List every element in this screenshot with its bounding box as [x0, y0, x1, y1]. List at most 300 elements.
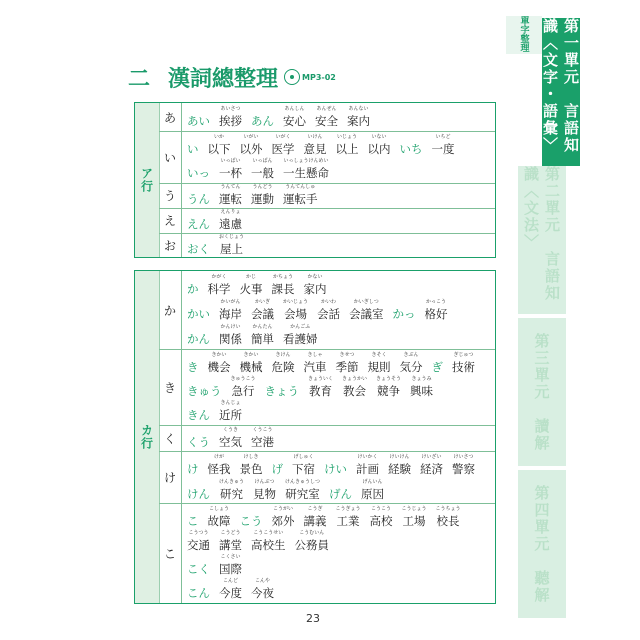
vocab-word	[304, 273, 327, 297]
word-text: 今度	[219, 586, 242, 600]
furigana: けいけん	[389, 454, 410, 460]
vocab-word	[219, 553, 242, 577]
word-text: いっ	[187, 166, 210, 180]
word-line	[187, 375, 491, 399]
vocab-word	[251, 577, 274, 601]
tab-unit-3[interactable]	[518, 318, 566, 466]
word-text: 以下	[207, 142, 231, 156]
word-text: げ	[271, 462, 283, 476]
furigana: えんりょ	[220, 209, 241, 215]
word-text: 運動	[251, 192, 274, 206]
word-text: 研究	[220, 487, 243, 501]
word-text: 講堂	[219, 538, 242, 552]
furigana: こんや	[254, 578, 270, 584]
tab-unit-1[interactable]	[542, 18, 580, 166]
vocab-word	[272, 133, 295, 157]
word-text: きょう	[264, 384, 299, 398]
word-line	[187, 183, 491, 207]
furigana: くうき	[222, 427, 238, 433]
word-text: 海岸	[219, 307, 242, 321]
furigana: いか	[213, 134, 224, 140]
word-text: 一般	[251, 166, 274, 180]
furigana: こうじょう	[401, 506, 427, 512]
vocab-word	[432, 133, 455, 157]
word-text: かん	[187, 332, 210, 346]
word-text: 一杯	[219, 166, 242, 180]
word-line	[187, 478, 491, 502]
vocab-word	[251, 426, 274, 450]
word-text: 会議	[251, 307, 274, 321]
furigana: かんけい	[220, 324, 241, 330]
furigana: げしゅく	[293, 454, 314, 460]
word-text: 危険	[271, 360, 295, 374]
word-text: 一度	[431, 142, 455, 156]
row-ki	[159, 349, 495, 426]
kana-prefix-label	[187, 453, 199, 477]
word-text: 関係	[219, 332, 242, 346]
word-text: 挨拶	[219, 114, 242, 128]
vocab-word	[219, 323, 242, 347]
furigana: きせつ	[339, 352, 355, 358]
furigana: きぶん	[403, 352, 419, 358]
row-a	[159, 103, 495, 132]
vocab-word	[295, 529, 330, 553]
furigana: いちど	[435, 134, 451, 140]
tab-unit-4[interactable]	[518, 470, 566, 618]
kana-cell: こ	[159, 503, 182, 603]
vocab-word	[436, 505, 461, 529]
word-text: 公務員	[294, 538, 329, 552]
kana-prefix-label	[187, 505, 199, 529]
word-line	[187, 399, 491, 423]
word-text: けい	[324, 462, 347, 476]
word-text: 以内	[367, 142, 391, 156]
word-text: 急行	[231, 384, 255, 398]
vocab-word	[292, 453, 315, 477]
furigana: いっしょうけんめい	[283, 158, 329, 164]
furigana: こうどう	[220, 530, 241, 536]
page-number: 23	[306, 612, 320, 625]
word-line	[187, 105, 491, 129]
vocab-word	[283, 157, 329, 181]
word-text: 怪我	[207, 462, 231, 476]
word-text: 火事	[239, 282, 263, 296]
vocab-word	[308, 375, 333, 399]
furigana: きょういく	[308, 376, 334, 382]
furigana: あいさつ	[220, 106, 241, 112]
furigana: きょうみ	[411, 376, 432, 382]
kana-cell: え	[159, 208, 182, 233]
row-o	[159, 233, 495, 257]
furigana: こうぎょう	[335, 506, 361, 512]
word-text: 汽車	[303, 360, 327, 374]
vocab-word	[420, 453, 443, 477]
furigana: あんぜん	[316, 106, 337, 112]
word-line	[187, 233, 491, 257]
furigana: うんてん	[220, 184, 241, 190]
word-text: 機会	[207, 360, 231, 374]
vocab-table-ka-row	[134, 270, 496, 604]
word-text: 規則	[367, 360, 391, 374]
row-ke	[159, 451, 495, 504]
furigana: きかい	[243, 352, 259, 358]
word-text: 工業	[336, 514, 360, 528]
kana-prefix-label	[251, 105, 274, 129]
kana-cell: き	[159, 349, 182, 425]
vocab-word	[410, 375, 433, 399]
word-text: 高校	[369, 514, 393, 528]
kana-prefix-label	[329, 478, 352, 502]
kana-prefix-label	[187, 323, 210, 347]
word-text: 気分	[399, 360, 423, 374]
word-text: こう	[239, 514, 263, 528]
furigana: きかい	[211, 352, 227, 358]
group-label-ka-text: カ行	[139, 424, 154, 450]
word-text: 運転手	[283, 192, 318, 206]
kana-prefix-label	[187, 157, 210, 181]
furigana: いけん	[307, 134, 323, 140]
kana-cell: け	[159, 451, 182, 503]
word-line	[187, 529, 491, 553]
vocab-word	[285, 478, 320, 502]
vocab-word	[400, 351, 423, 375]
vocab-word	[240, 273, 263, 297]
row-ka	[159, 271, 495, 350]
vocab-word	[187, 529, 210, 553]
furigana: きょうそう	[376, 376, 402, 382]
word-text: 会場	[284, 307, 307, 321]
word-line	[187, 351, 491, 375]
vocab-word	[219, 399, 242, 423]
section-header	[128, 62, 336, 92]
vocab-word	[208, 453, 231, 477]
word-text: あい	[187, 114, 210, 128]
word-text: 会話	[317, 307, 340, 321]
vocab-word	[283, 298, 308, 322]
word-text: 格好	[424, 307, 448, 321]
word-text: 今夜	[251, 586, 274, 600]
word-text: 下宿	[292, 462, 315, 476]
word-text: 機械	[239, 360, 263, 374]
furigana: こうこうせい	[253, 530, 284, 536]
kana-cell: お	[159, 233, 182, 257]
word-text: 案内	[347, 114, 370, 128]
word-text: 工場	[402, 514, 426, 528]
vocab-word	[208, 273, 231, 297]
kana-prefix-label	[187, 183, 210, 207]
furigana: かんたん	[252, 324, 273, 330]
furigana: きけん	[275, 352, 291, 358]
furigana: いっぱん	[252, 158, 273, 164]
word-text: 家内	[303, 282, 327, 296]
word-text: 技術	[452, 360, 475, 374]
vocab-word	[251, 183, 274, 207]
word-text: 意見	[303, 142, 327, 156]
word-line	[187, 577, 491, 601]
word-text: 安全	[315, 114, 338, 128]
furigana: あんしん	[284, 106, 305, 112]
vocab-word	[425, 298, 448, 322]
tab-unit-2-label: 第二單元 言語知識〈文法〉	[522, 166, 561, 302]
word-text: かっ	[392, 307, 416, 321]
kana-prefix-label	[187, 298, 210, 322]
vocab-word	[349, 298, 384, 322]
word-text: 国際	[219, 562, 242, 576]
furigana: うんてんしゅ	[285, 184, 316, 190]
kana-prefix-label	[240, 505, 263, 529]
word-text: 経験	[388, 462, 411, 476]
furigana: けんぶつ	[254, 479, 275, 485]
word-text: 景色	[239, 462, 263, 476]
furigana: こうつう	[188, 530, 209, 536]
vocab-word	[240, 351, 263, 375]
furigana: こくさい	[220, 554, 241, 560]
word-text: 空港	[251, 435, 274, 449]
furigana: きょうかい	[342, 376, 368, 382]
word-line	[187, 553, 491, 577]
word-text: かい	[187, 307, 210, 321]
vocab-word	[452, 351, 475, 375]
furigana: きゅうこう	[230, 376, 256, 382]
vocab-table-a-row	[134, 102, 496, 258]
kana-prefix-label	[400, 133, 423, 157]
furigana: あんない	[348, 106, 369, 112]
group-label-a	[135, 103, 160, 257]
furigana: こしょう	[208, 506, 229, 512]
vocab-word	[208, 351, 231, 375]
vocab-word	[342, 375, 367, 399]
word-text: 競争	[377, 384, 400, 398]
vocab-word	[240, 133, 263, 157]
word-text: 高校生	[251, 538, 286, 552]
furigana: けが	[213, 454, 224, 460]
word-text: 計画	[356, 462, 379, 476]
furigana: けんきゅう	[219, 479, 245, 485]
vocab-word	[240, 453, 263, 477]
furigana: きしゃ	[307, 352, 323, 358]
kana-prefix-label	[324, 453, 347, 477]
vocab-word	[219, 105, 242, 129]
word-text: あん	[251, 114, 274, 128]
furigana: いじょう	[336, 134, 357, 140]
furigana: こうむいん	[299, 530, 325, 536]
vocab-word	[253, 478, 276, 502]
kana-prefix-label	[187, 133, 199, 157]
thumb-top-label	[506, 16, 542, 54]
word-text: くう	[187, 435, 210, 449]
word-text: いち	[399, 142, 423, 156]
section-title: 漢詞總整理	[168, 66, 279, 92]
word-text: 一生懸命	[283, 166, 329, 180]
word-line	[187, 157, 491, 181]
word-text: け	[187, 462, 199, 476]
furigana: いない	[371, 134, 387, 140]
vocab-word	[283, 323, 318, 347]
kana-prefix-label	[187, 375, 222, 399]
vocab-word	[219, 208, 242, 232]
furigana: けんきゅうしつ	[285, 479, 321, 485]
word-text: 課長	[271, 282, 295, 296]
vocab-word	[219, 298, 242, 322]
furigana: かいわ	[320, 299, 336, 305]
vocab-word	[272, 273, 295, 297]
vocab-word	[219, 478, 244, 502]
kana-prefix-label	[187, 208, 210, 232]
furigana: かがく	[211, 274, 227, 280]
word-line	[187, 133, 491, 157]
kana-prefix-label	[187, 553, 210, 577]
furigana: こうこう	[370, 506, 391, 512]
word-text: 以外	[239, 142, 263, 156]
word-text: こく	[187, 562, 210, 576]
word-line	[187, 453, 491, 477]
furigana: こうちょう	[435, 506, 461, 512]
furigana: かない	[307, 274, 323, 280]
kana-cell: う	[159, 183, 182, 208]
vocab-word	[304, 133, 327, 157]
word-text: うん	[187, 192, 210, 206]
vocab-word	[208, 133, 231, 157]
furigana: けいかく	[357, 454, 378, 460]
vocab-word	[219, 529, 242, 553]
word-line	[187, 298, 491, 322]
vocab-word	[231, 375, 256, 399]
furigana: かいじょう	[283, 299, 309, 305]
word-text: 医学	[271, 142, 295, 156]
vocab-word	[368, 351, 391, 375]
vocab-word	[219, 426, 242, 450]
vocab-word	[251, 157, 274, 181]
vocab-word	[219, 183, 242, 207]
furigana: くうこう	[252, 427, 273, 433]
word-text: ぎ	[431, 360, 443, 374]
kana-cell: い	[159, 131, 182, 183]
thumb-top-text: 單字整理	[518, 16, 529, 52]
kana-prefix-label	[187, 233, 210, 257]
furigana: こうがい	[272, 506, 293, 512]
tab-unit-2[interactable]	[518, 166, 566, 314]
vocab-word	[304, 351, 327, 375]
word-text: 会議室	[349, 307, 384, 321]
word-text: けん	[187, 487, 210, 501]
word-text: 見物	[253, 487, 276, 501]
furigana: おくじょう	[219, 234, 245, 240]
vocab-word	[315, 105, 338, 129]
section-number: 二	[128, 66, 151, 92]
word-text: き	[187, 360, 199, 374]
vocab-word	[251, 323, 274, 347]
furigana: かちょう	[272, 274, 293, 280]
word-text: 講義	[303, 514, 327, 528]
tab-unit-4-label: 第四單元 聽解	[532, 484, 551, 604]
word-text: か	[187, 282, 199, 296]
word-text: 以上	[335, 142, 359, 156]
kana-prefix-label	[393, 298, 416, 322]
row-i	[159, 131, 495, 184]
vocab-word	[283, 105, 306, 129]
word-text: 原因	[361, 487, 384, 501]
furigana: かいがん	[220, 299, 241, 305]
word-text: 近所	[219, 408, 242, 422]
vocab-word	[336, 133, 359, 157]
word-text: 科学	[207, 282, 231, 296]
word-line	[187, 426, 491, 450]
row-ko	[159, 503, 495, 603]
vocab-word	[219, 577, 242, 601]
row-e	[159, 208, 495, 234]
word-text: おく	[187, 242, 210, 256]
vocab-word	[272, 351, 295, 375]
word-text: 郊外	[271, 514, 295, 528]
word-text: 安心	[283, 114, 306, 128]
word-text: 運転	[219, 192, 242, 206]
furigana: かいぎしつ	[353, 299, 379, 305]
furigana: いっぱい	[220, 158, 241, 164]
furigana: いがく	[275, 134, 291, 140]
vocab-word	[283, 183, 318, 207]
furigana: けいさつ	[453, 454, 474, 460]
furigana: かんごふ	[290, 324, 311, 330]
furigana: きんじょ	[220, 400, 241, 406]
row-ku	[159, 425, 495, 452]
tab-unit-1-label: 第一單元 言語知識〈文字・語彙〉	[541, 18, 580, 154]
word-line	[187, 273, 491, 297]
vocab-word	[251, 529, 286, 553]
word-text: 経済	[420, 462, 443, 476]
word-text: 交通	[187, 538, 210, 552]
kana-prefix-label	[187, 426, 210, 450]
word-text: 研究室	[285, 487, 320, 501]
furigana: けしき	[243, 454, 259, 460]
vocab-word	[304, 505, 327, 529]
vocab-word	[368, 133, 391, 157]
vocab-word	[219, 233, 244, 257]
vocab-word	[370, 505, 393, 529]
word-text: い	[187, 142, 199, 156]
kana-prefix-label	[187, 105, 210, 129]
mp3-track-label: MP3-02	[302, 72, 336, 82]
word-text: げん	[329, 487, 352, 501]
vocab-word	[208, 505, 231, 529]
furigana: うんどう	[252, 184, 273, 190]
group-label-ka	[135, 271, 160, 603]
word-text: 空気	[219, 435, 242, 449]
group-label-a-text: ア行	[139, 167, 154, 193]
word-text: こ	[187, 514, 199, 528]
word-text: 屋上	[220, 242, 243, 256]
kana-cell: か	[159, 271, 182, 349]
furigana: いがい	[243, 134, 259, 140]
word-text: 簡単	[251, 332, 274, 346]
furigana: かいぎ	[254, 299, 270, 305]
word-text: きん	[187, 408, 210, 422]
furigana: けいざい	[421, 454, 442, 460]
furigana: こうぎ	[307, 506, 323, 512]
kana-prefix-label	[272, 453, 284, 477]
vocab-word	[272, 505, 295, 529]
word-line	[187, 505, 491, 529]
vocab-word	[376, 375, 401, 399]
word-text: 遠慮	[219, 217, 242, 231]
vocab-word	[317, 298, 340, 322]
kana-prefix-label	[187, 478, 210, 502]
furigana: きそく	[371, 352, 387, 358]
vocab-word	[402, 505, 427, 529]
vocab-word	[336, 351, 359, 375]
kana-prefix-label	[265, 375, 300, 399]
vocab-word	[219, 157, 242, 181]
kana-prefix-label	[187, 399, 210, 423]
